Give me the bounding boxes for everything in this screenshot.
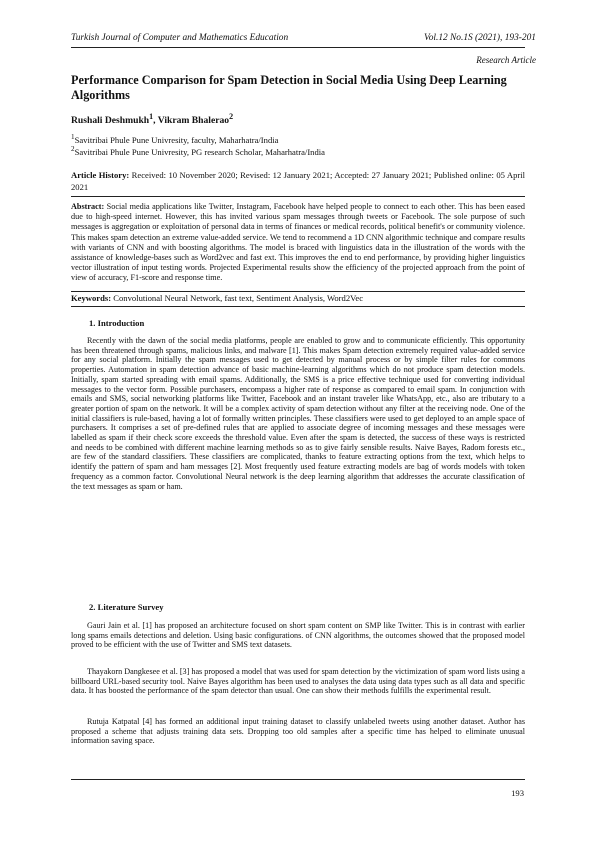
keywords-label: Keywords: bbox=[71, 293, 112, 303]
history-label: Article History: bbox=[71, 170, 130, 180]
abstract-text: Social media applications like Twitter, Instagram, Facebook have helped people to connect to each other. This has been eased due to high-speed internet. However, this has invited various spam messages through tweets or Facebook. The sole purpose of such messages is aggregation or exploitation of personal data in terms of finances or medical records, political benefit's or community violence. This makes spam detection an extreme value-added service. We tend to recommend a 1D CNN algorithmic technique and compare results with variants of CNN and with boosting algorithms. The model is braced with linguistics data in the illustration of the words with the assistance of knowledge-bases such as Word2vec and fast ext. This improves the end to end performance, by providing higher linguistics vector illustration of input testing words. Projected Experimental results show the efficiency of the projected approach from the point of view of accuracy, F1-score and response time. bbox=[71, 202, 525, 283]
affiliation bbox=[71, 145, 325, 157]
volume-info: Vol.12 No.1S (2021), 193-201 bbox=[424, 33, 536, 43]
keywords-rule bbox=[71, 306, 525, 307]
introduction-paragraph: Recently with the dawn of the social media platforms, people are enabled to grow and to communicate efficiently. This opportunity has been threatened through spams, malicious links, and malware [1]. This makes Spam detection extremely required value-added service for any social platform. Initially the spam messages used to get detected by manual process or by simple filter rules for commons properties. Automation in spam detection advance of basic machine-learning algorithms which do not produce spam detection models. Initially, spam started spreading with email spams. Additionally, the SMS is a price effective technique used for converting individual messages to the vector form. Possible purchasers, encompass a higher rate of response as compared to email spam. In conjunction with emails and SMS, social networking platforms like Twitter, Facebook and an instant traveler like WhatsApp, etc., also are tributary to a greater portion of spam on the network. It will be a complex activity of spam detection without any filter at the receiving node. One of the initial classifiers is rule-based, having a lot of formally written principles. These classifiers were used to get deployed to an ample space of purchasers. It comprises a set of pre-defined rules that are applied to associate degree of incoming messages and these messages were labelled as spam if their check score exceeds the threshold value. Even after the spam is detected, the success of these ways is restricted and needs to be combined with different machine learning methods so as to give fairly sensible results. Naive Bayes, Radom forests etc., are few of the standard classifiers. These classifiers are complicated, thanks to feature extracting options from the text, which helps to identify the pattern of spam and ham messages [2]. Most frequently used feature extracting models are bag of words models with token frequency as a common factor. Convolutional Neural network is the deep learning algorithm that addresses the accurate classification of the text messages as spam or ham. bbox=[71, 336, 525, 491]
section-heading-literature-survey: 2. Literature Survey bbox=[89, 602, 164, 612]
paper-title: Performance Comparison for Spam Detection in Social Media Using Deep Learning Algorithms bbox=[71, 73, 507, 102]
author-separator: , bbox=[153, 115, 158, 127]
article-history bbox=[71, 170, 525, 193]
footer-rule bbox=[71, 779, 525, 780]
header-rule bbox=[71, 47, 525, 48]
literature-paragraph: Thayakorn Dangkesee et al. [3] has proposed a model that was used for spam detection by the victimization of spam word lists using a billboard URL-based security tool. Naive Bayes algorithm has been used to analyses the data using data types such as all data and specific data. It has boosted the performance of the spam detector than usual. One can show their methods fulfills the experimental result. bbox=[71, 667, 525, 696]
journal-name: Turkish Journal of Computer and Mathematics Education bbox=[71, 33, 289, 43]
literature-paragraph: Gauri Jain et al. [1] has proposed an architecture focused on short spam content on SMP like Twitter. This is in contrast with earlier long spams emails detections and deletion. Using basic configurations. of CNN algorithms, the outcomes showed that the proposed model proved to be efficient with the use of Twitter and SMS text datasets. bbox=[71, 621, 525, 650]
affiliation bbox=[71, 133, 278, 145]
author-name: Rushali Deshmukh bbox=[71, 115, 150, 127]
author-name: Vikram Bhalerao bbox=[157, 115, 230, 127]
abstract-label: Abstract: bbox=[71, 202, 105, 211]
author-superscript: 1 bbox=[149, 112, 154, 121]
affiliation-superscript: 2 bbox=[71, 145, 75, 153]
abstract bbox=[71, 202, 525, 284]
keywords-text: Convolutional Neural Network, fast text, Sentiment Analysis, Word2Vec bbox=[111, 293, 364, 303]
keywords bbox=[71, 293, 525, 303]
abstract-top-rule bbox=[71, 196, 525, 197]
history-text: Received: 10 November 2020; Revised: 12 January 2021; Accepted: 27 January 2021; Published online: 05 April 2021 bbox=[71, 170, 525, 192]
abstract-bottom-rule bbox=[71, 291, 525, 292]
author-list bbox=[71, 112, 233, 126]
affiliation-text: Savitribai Phule Pune Univresity, PG research Scholar, Maharhatra/India bbox=[74, 146, 325, 157]
literature-paragraph: Rutuja Katpatal [4] has formed an additional input training dataset to classify unlabeled tweets using another dataset. Author has proposed a scheme that adjusts training data sets. Dropping too old samples after a specific time has helped to eliminate unusual information saving space. bbox=[71, 717, 525, 746]
affiliation-superscript: 1 bbox=[71, 133, 75, 141]
affiliation-text: Savitribai Phule Pune Univresity, faculty, Maharhatra/India bbox=[74, 134, 279, 145]
section-heading-introduction: 1. Introduction bbox=[89, 318, 145, 328]
article-type: Research Article bbox=[476, 55, 536, 65]
page-number: 193 bbox=[511, 788, 524, 798]
author-superscript: 2 bbox=[229, 112, 234, 121]
